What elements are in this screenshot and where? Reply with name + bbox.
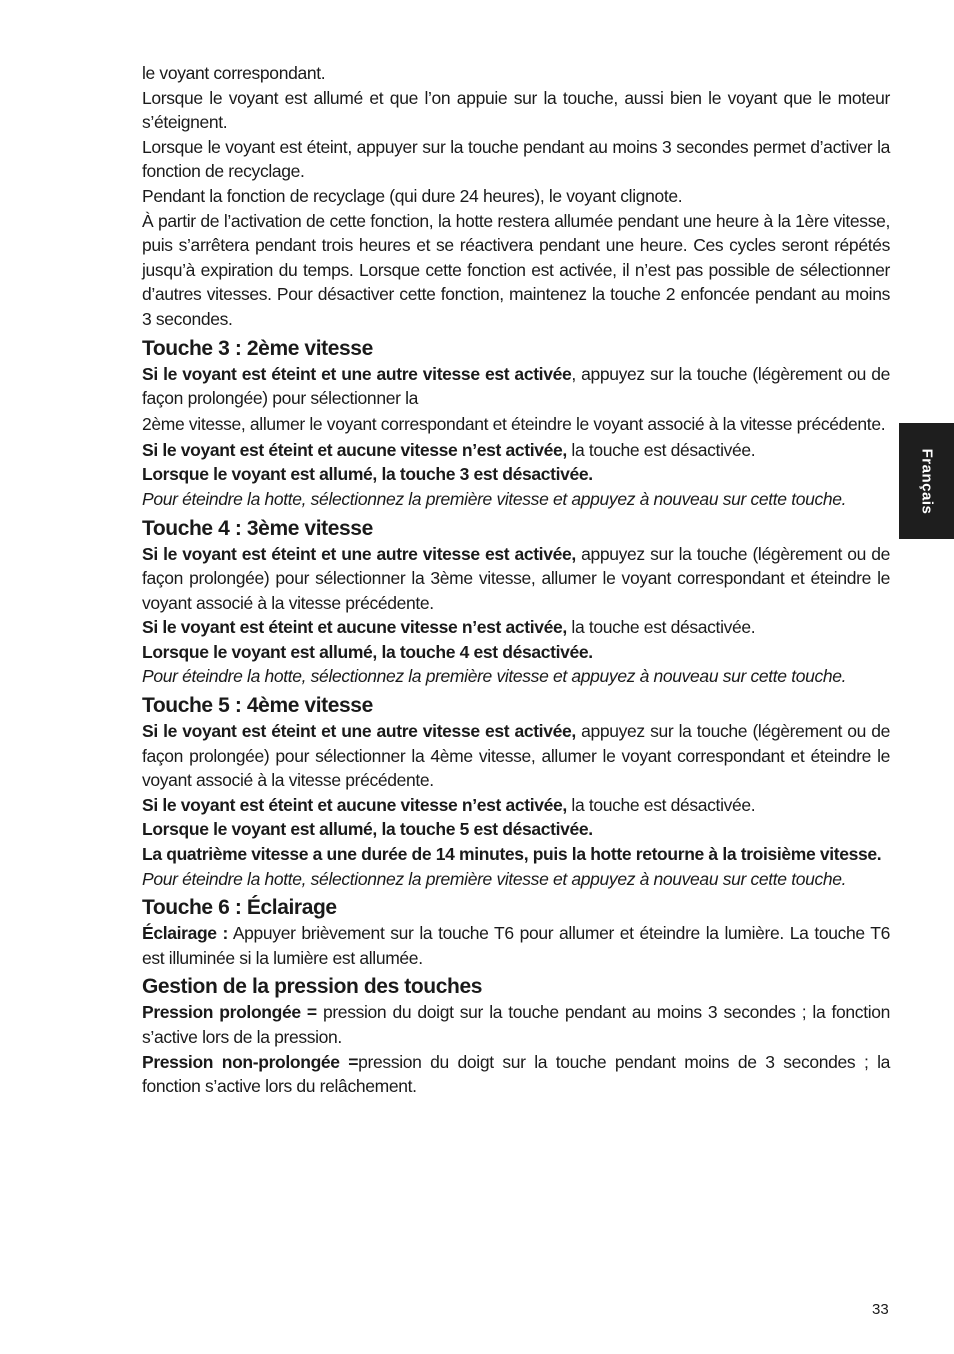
gestion-paragraph-1 [142, 1000, 890, 1049]
gestion-p2-bold: Pression non-prolongée = [142, 1051, 359, 1072]
touche5-p2-bold: Si le voyant est éteint et aucune vitesse n’est activée, [142, 794, 567, 815]
touche3-paragraph-3 [142, 438, 890, 463]
intro-paragraph-2: Lorsque le voyant est allumé et que l’on appuie sur la touche, aussi bien le voyant que le moteur s’éteignent. [142, 87, 890, 133]
touche5-paragraph-2 [142, 793, 890, 818]
touche3-p3-rest: la touche est désactivée. [566, 439, 756, 460]
touche4-paragraph-4: Pour éteindre la hotte, sélectionnez la première vitesse et appuyez à nouveau sur cette touche. [142, 666, 847, 687]
page-body [142, 61, 890, 1099]
page-number: 33 [872, 1301, 889, 1318]
touche5-paragraph-5: Pour éteindre la hotte, sélectionnez la première vitesse et appuyez à nouveau sur cette touche. [142, 868, 847, 889]
touche4-paragraph-3: Lorsque le voyant est allumé, la touche 4 est désactivée. [142, 641, 593, 662]
touche4-p2-rest: la touche est désactivée. [566, 617, 756, 638]
language-side-tab-label: Français [918, 448, 936, 514]
touche3-p1-bold: Si le voyant est éteint et une autre vitesse est activée [142, 363, 572, 384]
language-side-tab [899, 423, 954, 539]
section-title-touche-5: Touche 5 : 4ème vitesse [142, 694, 373, 718]
touche3-paragraph-2: 2ème vitesse, allumer le voyant correspondant et éteindre le voyant associé à la vitesse précédente. [142, 413, 886, 434]
intro-paragraph-3: Lorsque le voyant est éteint, appuyer sur la touche pendant au moins 3 secondes permet d’activer la fonction de recyclage. [142, 136, 890, 182]
gestion-p1-bold: Pression prolongée = [142, 1002, 317, 1023]
touche4-paragraph-1 [142, 542, 890, 616]
gestion-paragraph-2 [142, 1050, 890, 1099]
touche4-p1-rest: appuyez sur la touche (légèrement ou de façon prolongée) pour sélectionner la 3ème vitesse, allumer le voyant correspondant et éteindre le voyant associé à la vitesse précédente. [142, 543, 890, 613]
touche5-paragraph-4: La quatrième vitesse a une durée de 14 minutes, puis la hotte retourne à la troisième vitesse. [142, 844, 882, 865]
touche3-paragraph-5: Pour éteindre la hotte, sélectionnez la première vitesse et appuyez à nouveau sur cette touche. [142, 488, 847, 509]
touche4-paragraph-2 [142, 615, 890, 640]
touche5-paragraph-3: Lorsque le voyant est allumé, la touche 5 est désactivée. [142, 819, 593, 840]
touche3-paragraph-1 [142, 362, 890, 411]
section-title-touche-6: Touche 6 : Éclairage [142, 896, 337, 920]
touche3-p3-bold: Si le voyant est éteint et aucune vitesse n’est activée, [142, 439, 567, 460]
touche6-p1-rest: Appuyer brièvement sur la touche T6 pour allumer et éteindre la lumière. La touche T6 est illuminée si la lumière est allumée. [142, 923, 890, 968]
section-title-touche-3: Touche 3 : 2ème vitesse [142, 336, 373, 360]
section-title-gestion: Gestion de la pression des touches [142, 975, 482, 999]
touche6-p1-bold: Éclairage : [142, 923, 228, 944]
touche6-paragraph-1 [142, 921, 890, 970]
gestion-p1-rest: pression du doigt sur la touche pendant au moins 3 secondes ; la fonction s’active lors de la pression. [142, 1002, 891, 1047]
intro-paragraph-5: À partir de l’activation de cette fonction, la hotte restera allumée pendant une heure à la 1ère vitesse, puis s’arrêtera pendant trois heures et se réactivera pendant une heure. Ces cycles seront répétés jusqu’à expiration du temps. Lorsque cette fonction est activée, il n’est pas possible de sélectionner d’autres vitesses. Pour désactiver cette fonction, maintenez la touche 2 enfoncée pendant au moins 3 secondes. [142, 210, 890, 329]
touche3-p1-rest: , appuyez sur la touche (légèrement ou de façon prolongée) pour sélectionner la [142, 363, 890, 409]
section-title-touche-4: Touche 4 : 3ème vitesse [142, 516, 373, 540]
touche5-p2-rest: la touche est désactivée. [566, 794, 756, 815]
touche5-p1-rest: appuyez sur la touche (légèrement ou de façon prolongée) pour sélectionner la 4ème vitesse, allumer le voyant correspondant et éteindre le voyant associé à la vitesse précédente. [142, 721, 890, 791]
touche5-paragraph-1 [142, 719, 890, 793]
intro-paragraph-4: Pendant la fonction de recyclage (qui dure 24 heures), le voyant clignote. [142, 185, 683, 206]
touche4-p2-bold: Si le voyant est éteint et aucune vitesse n’est activée, [142, 617, 567, 638]
touche5-p1-bold: Si le voyant est éteint et une autre vitesse est activée, [142, 721, 576, 742]
intro-paragraph-1: le voyant correspondant. [142, 63, 326, 83]
gestion-p2-rest: pression du doigt sur la touche pendant moins de 3 secondes ; la fonction s’active lors du relâchement. [142, 1051, 890, 1097]
touche3-paragraph-4: Lorsque le voyant est allumé, la touche 3 est désactivée. [142, 464, 593, 485]
touche4-p1-bold: Si le voyant est éteint et une autre vitesse est activée, [142, 543, 576, 564]
